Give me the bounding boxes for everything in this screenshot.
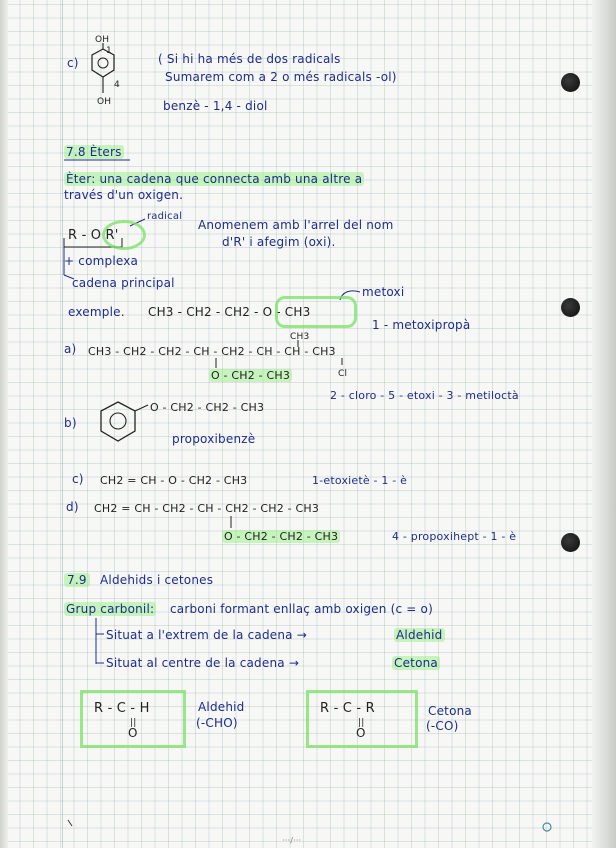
a-name: 2 - cloro - 5 - etoxi - 3 - metiloctà (330, 389, 519, 402)
carbonyl-label-text: Grup carbonil: (66, 602, 155, 616)
branch-end-result-text: Aldehid (396, 628, 443, 642)
ether-definition-text: Èter: una cadena que connecta amb una altre a (66, 172, 363, 186)
ketone-oxygen: O (356, 726, 366, 740)
section-78-title (64, 145, 124, 159)
ether-definition-line-2: través d'un oxigen. (64, 188, 184, 202)
ketone-formula: R - C - R (320, 701, 375, 716)
main-chain-label: cadena principal (72, 276, 175, 290)
carbonyl-tree-lines (96, 618, 104, 664)
section-79-number: 7.9 (64, 573, 90, 587)
a-ch3-top: CH3 (290, 332, 310, 342)
ether-note-line-1: Anomenem amb l'arrel del nom (198, 218, 394, 232)
branch-center-text: Situat al centre de la cadena → (106, 656, 300, 670)
d-name: 4 - propoxihept - 1 - è (392, 530, 517, 543)
benzene-bottom-num: 4 (114, 80, 120, 90)
ketone-group: (-CO) (426, 719, 459, 733)
aldehyde-oxygen: O (128, 726, 138, 740)
aldehyde-name: Aldehid (198, 700, 245, 714)
a-substituent (209, 369, 292, 383)
benzene-top-sub: OH (95, 35, 110, 45)
branch-center-result (392, 656, 440, 670)
aldehyde-double-bond: || (130, 718, 137, 728)
radical-label: radical (147, 211, 183, 222)
aldehyde-formula: R - C - H (94, 701, 150, 716)
b-chain: O - CH2 - CH2 - CH3 (150, 401, 265, 414)
a-chloro: Cl (338, 369, 348, 379)
page-mark: ···/··· (282, 836, 302, 845)
benzene-top-num: 1 (106, 46, 112, 56)
plus-complex-label: + complexa (64, 254, 139, 268)
example-label: exemple. (68, 305, 125, 319)
example-formula: CH3 - CH2 - CH2 - O - CH3 (148, 305, 311, 319)
branch-end-result (394, 628, 445, 642)
section-78-title-text: 7.8 Èters (66, 145, 122, 159)
d-label: d) (66, 500, 79, 514)
d-substituent-text: O - CH2 - CH2 - CH3 (224, 530, 339, 543)
carbonyl-definition: carboni formant enllaç amb oxigen (c = o) (170, 602, 433, 616)
a-formula: CH3 - CH2 - CH2 - CH - CH2 - CH - CH - CH3 (88, 345, 336, 358)
c-formula: CH2 = CH - O - CH2 - CH3 (100, 474, 248, 487)
ether-note-line-2: d'R' i afegim (oxi). (222, 235, 336, 249)
d-substituent (222, 530, 340, 544)
branch-center-result-text: Cetona (394, 656, 438, 670)
benzene-ring-b (101, 402, 135, 441)
ether-r-prime-circle (102, 220, 146, 250)
c-label: c) (72, 472, 84, 486)
b-label: b) (64, 416, 77, 430)
benzene-bottom-sub: OH (97, 97, 112, 107)
example-name: 1 - metoxipropà (372, 318, 471, 332)
item-c-label: c) (67, 56, 79, 70)
ether-formula: R - O R' (68, 228, 119, 243)
ketone-name: Cetona (428, 704, 472, 718)
branch-end-text: Situat a l'extrem de la cadena → (106, 628, 307, 642)
metoxi-label: metoxi (362, 285, 405, 299)
note-line-2: Sumarem com a 2 o més radicals -ol) (165, 70, 397, 84)
c-name: 1-etoxietè - 1 - è (312, 474, 408, 487)
ketone-double-bond: || (358, 718, 365, 728)
example-oxygen-group-box (275, 296, 357, 328)
aldehyde-group: (-CHO) (196, 716, 238, 730)
d-formula: CH2 = CH - CH2 - CH - CH2 - CH2 - CH3 (94, 502, 320, 515)
note-line-1: ( Si hi ha més de dos radicals (158, 52, 341, 66)
section-79-title-words: Aldehids i cetones (100, 573, 214, 587)
b-name: propoxibenzè (172, 432, 256, 446)
ether-definition-line-1 (64, 172, 364, 186)
a-substituent-text: O - CH2 - CH3 (211, 369, 291, 382)
benzene-name: benzè - 1,4 - diol (163, 99, 268, 113)
a-label: a) (64, 342, 77, 356)
carbonyl-label (64, 602, 156, 616)
